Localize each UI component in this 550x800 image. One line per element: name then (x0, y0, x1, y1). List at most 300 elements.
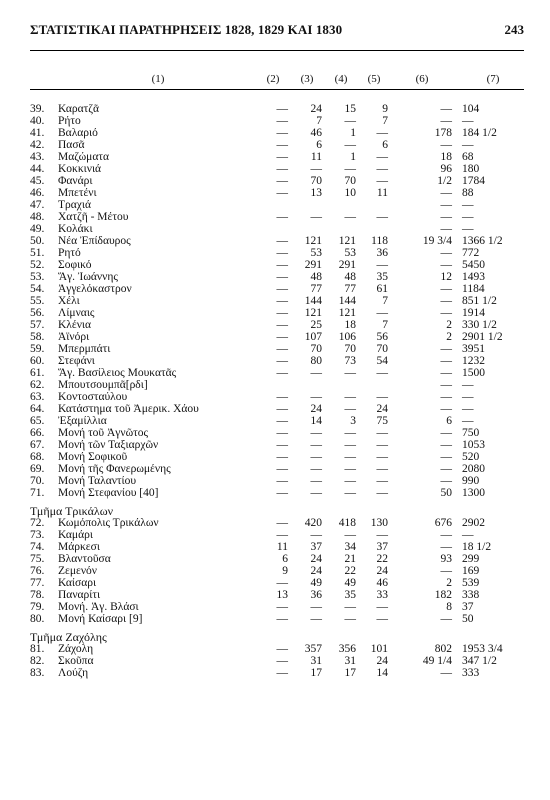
cell-c5: 24 (376, 565, 388, 577)
cell-c4: — (344, 613, 356, 625)
cell-c6: — (440, 283, 452, 295)
cell-c3: 31 (310, 655, 322, 667)
cell-c7: 3951 (462, 343, 485, 355)
cell-c6: — (440, 391, 452, 403)
column-header-row (30, 69, 524, 89)
cell-c4: — (344, 403, 356, 415)
cell-c3: 420 (304, 517, 322, 529)
col-header-1: (1) (151, 72, 165, 85)
cell-c5: 37 (376, 541, 388, 553)
cell-c6: 2 (446, 577, 452, 589)
cell-c7: 772 (462, 247, 480, 259)
cell-c5: — (376, 529, 388, 541)
cell-c6: 96 (440, 163, 452, 175)
cell-name: Μπερμπάτι (58, 343, 111, 355)
cell-c7: 851 1/2 (462, 295, 497, 307)
table-row (30, 271, 524, 283)
cell-c4: — (344, 529, 356, 541)
cell-c2: — (276, 667, 288, 679)
cell-name: Λούζη (58, 667, 89, 679)
cell-c5: 56 (376, 331, 388, 343)
cell-c2: 6 (282, 553, 288, 565)
cell-c2: — (276, 319, 288, 331)
table-row (30, 211, 524, 223)
cell-c2: — (276, 151, 288, 163)
cell-n: 80. (30, 613, 45, 625)
cell-name: Νέα Ἐπίδαυρος (58, 235, 131, 247)
cell-c6: — (440, 115, 452, 127)
cell-name: Χατζῆ - Μέτου (58, 211, 129, 223)
cell-c7: 338 (462, 589, 480, 601)
cell-c4: — (344, 115, 356, 127)
cell-c3: — (310, 391, 322, 403)
table-row (30, 127, 524, 139)
cell-c6: — (440, 667, 452, 679)
cell-c6: — (440, 475, 452, 487)
cell-c2: — (276, 307, 288, 319)
cell-c6: 18 (440, 151, 452, 163)
table-row (30, 199, 524, 211)
cell-c7: — (462, 529, 474, 541)
cell-c2: — (276, 103, 288, 115)
cell-c6: — (440, 187, 452, 199)
cell-c5: — (376, 601, 388, 613)
cell-c7: 990 (462, 475, 480, 487)
cell-n: 54. (30, 283, 45, 295)
cell-c6: — (440, 307, 452, 319)
table-row (30, 451, 524, 463)
cell-name: Φανάρι (58, 175, 93, 187)
table-row (30, 577, 524, 589)
cell-name: Μπουτσουμπᾶ[ρδι] (58, 379, 148, 391)
col-header-5: (5) (367, 72, 381, 85)
table-row (30, 187, 524, 199)
cell-c3 (292, 379, 326, 391)
cell-name: Μονή Σοφικοῦ (58, 451, 128, 463)
cell-c2: 11 (276, 541, 288, 553)
cell-c5: 24 (376, 655, 388, 667)
cell-c2: — (276, 643, 288, 655)
cell-name: Ρήτο (58, 115, 81, 127)
table-row (30, 517, 524, 529)
table-row (30, 415, 524, 427)
cell-name: Μονή Καίσαρι [9] (58, 613, 143, 625)
cell-c3: 49 (310, 577, 322, 589)
cell-c3: — (310, 367, 322, 379)
cell-c2: — (276, 655, 288, 667)
cell-c2: — (276, 415, 288, 427)
cell-c5: — (376, 259, 388, 271)
cell-c5: — (376, 367, 388, 379)
table-row (30, 163, 524, 175)
cell-name: Κοντοσταύλου (58, 391, 128, 403)
cell-n: 77. (30, 577, 45, 589)
cell-name: Σκοῦπα (58, 655, 94, 667)
cell-c5 (360, 199, 392, 211)
table-row (30, 331, 524, 343)
cell-c7: 299 (462, 553, 480, 565)
col-header-6: (6) (415, 72, 429, 85)
cell-c7: — (462, 199, 474, 211)
cell-c7: 1053 (462, 439, 485, 451)
table-row (30, 247, 524, 259)
cell-c7: — (462, 391, 474, 403)
cell-c6: 1/2 (437, 175, 452, 187)
cell-c5: 54 (376, 355, 388, 367)
cell-name: Μαζώματα (58, 151, 110, 163)
cell-c7: 2902 (462, 517, 485, 529)
cell-c4: — (344, 163, 356, 175)
statistics-table (30, 69, 524, 679)
cell-c7: 68 (462, 151, 474, 163)
cell-c4: 291 (338, 259, 356, 271)
cell-c4: — (344, 463, 356, 475)
cell-c5: — (376, 451, 388, 463)
cell-c6: — (440, 367, 452, 379)
cell-c6: 50 (440, 487, 452, 499)
cell-c3: 36 (310, 589, 322, 601)
cell-n: 52. (30, 259, 45, 271)
cell-c5: 7 (382, 319, 388, 331)
cell-c4: 356 (338, 643, 356, 655)
table-row (30, 403, 524, 415)
cell-c7: 104 (462, 103, 480, 115)
cell-c6: 12 (440, 271, 452, 283)
cell-c5 (360, 223, 392, 235)
cell-c4: — (344, 601, 356, 613)
cell-c2: — (276, 463, 288, 475)
cell-c4: 53 (344, 247, 356, 259)
cell-name: Καμάρι (58, 529, 93, 541)
cell-c3: 77 (310, 283, 322, 295)
cell-c4: 49 (344, 577, 356, 589)
cell-c4: 106 (338, 331, 356, 343)
cell-c7: 50 (462, 613, 474, 625)
cell-name: Ἅγ. Ἰωάννης (58, 271, 118, 283)
cell-c5: — (376, 175, 388, 187)
cell-c2: 13 (276, 589, 288, 601)
cell-c2: — (276, 295, 288, 307)
cell-c2: — (276, 439, 288, 451)
cell-n: 67. (30, 439, 45, 451)
cell-c5: 14 (376, 667, 388, 679)
cell-n: 45. (30, 175, 45, 187)
cell-c5: 36 (376, 247, 388, 259)
cell-name: Κατάστημα τοῦ Ἀμερικ. Χάου (58, 403, 199, 415)
cell-c3: 24 (310, 553, 322, 565)
zacholi-rows (30, 643, 524, 679)
table-row (30, 475, 524, 487)
table-row (30, 667, 524, 679)
cell-c4 (326, 199, 360, 211)
cell-c4: — (344, 139, 356, 151)
cell-c5: — (376, 391, 388, 403)
cell-name: Μάρκεσι (58, 541, 100, 553)
cell-c6: 2 (446, 331, 452, 343)
cell-n: 75. (30, 553, 45, 565)
col-header-3: (3) (300, 72, 314, 85)
cell-n: 72. (30, 517, 45, 529)
cell-c3: 13 (310, 187, 322, 199)
cell-c2 (258, 199, 292, 211)
cell-c2: — (276, 127, 288, 139)
cell-c4: — (344, 439, 356, 451)
cell-c5: — (376, 487, 388, 499)
cell-c4: 15 (344, 103, 356, 115)
cell-c2: — (276, 283, 288, 295)
cell-n: 73. (30, 529, 45, 541)
cell-c7: — (462, 403, 474, 415)
cell-c7: 88 (462, 187, 474, 199)
cell-n: 41. (30, 127, 45, 139)
cell-n: 39. (30, 103, 45, 115)
cell-c6: — (440, 199, 452, 211)
cell-c4: — (344, 367, 356, 379)
cell-c4: — (344, 391, 356, 403)
cell-c6: — (440, 613, 452, 625)
cell-name: Ἐξαμίλλια (58, 415, 107, 427)
cell-c3: — (310, 163, 322, 175)
cell-c3: 53 (310, 247, 322, 259)
cell-c5: 22 (376, 553, 388, 565)
cell-c6: — (440, 403, 452, 415)
cell-c4: 77 (344, 283, 356, 295)
cell-c7: 5450 (462, 259, 485, 271)
cell-c3: — (310, 475, 322, 487)
cell-n: 49. (30, 223, 45, 235)
cell-c2: — (276, 115, 288, 127)
cell-c2: — (276, 403, 288, 415)
cell-c7: 750 (462, 427, 480, 439)
cell-c6: — (440, 139, 452, 151)
cell-c7: — (462, 211, 474, 223)
cell-c2: — (276, 235, 288, 247)
cell-c2: — (276, 529, 288, 541)
cell-c5: — (376, 463, 388, 475)
cell-c4: 48 (344, 271, 356, 283)
table-row (30, 601, 524, 613)
cell-name: Χέλι (58, 295, 80, 307)
cell-c3: 25 (310, 319, 322, 331)
cell-c3: 70 (310, 175, 322, 187)
cell-n: 64. (30, 403, 45, 415)
cell-c6: — (440, 355, 452, 367)
table-row (30, 379, 524, 391)
cell-c5: — (376, 163, 388, 175)
cell-c3: 144 (304, 295, 322, 307)
cell-c7: — (462, 223, 474, 235)
cell-c5: — (376, 475, 388, 487)
table-row (30, 139, 524, 151)
cell-n: 47. (30, 199, 45, 211)
cell-c3: — (310, 463, 322, 475)
cell-c4 (326, 223, 360, 235)
cell-c5: — (376, 613, 388, 625)
cell-c6: — (440, 529, 452, 541)
cell-c7: 330 1/2 (462, 319, 497, 331)
cell-c4: 21 (344, 553, 356, 565)
cell-c7: 1366 1/2 (462, 235, 503, 247)
cell-c7: 347 1/2 (462, 655, 497, 667)
cell-name: Σοφικό (58, 259, 92, 271)
cell-c2: — (276, 577, 288, 589)
cell-c3: 48 (310, 271, 322, 283)
cell-name: Κλένια (58, 319, 92, 331)
cell-c6: 2 (446, 319, 452, 331)
cell-c4 (326, 379, 360, 391)
cell-c7: 2901 1/2 (462, 331, 503, 343)
cell-c4: 1 (350, 151, 356, 163)
cell-c4: 35 (344, 589, 356, 601)
table-row (30, 613, 524, 625)
cell-c2: — (276, 139, 288, 151)
section-trikala (30, 499, 524, 517)
cell-c2: 9 (282, 565, 288, 577)
cell-c3: 107 (304, 331, 322, 343)
cell-c5: 6 (382, 139, 388, 151)
cell-c6: — (440, 463, 452, 475)
cell-n: 53. (30, 271, 45, 283)
cell-name: Μονή. Ἁγ. Βλάσι (58, 601, 139, 613)
table-row (30, 343, 524, 355)
cell-c5: 75 (376, 415, 388, 427)
cell-n: 78. (30, 589, 45, 601)
cell-c3 (292, 223, 326, 235)
cell-c7: 1953 3/4 (462, 643, 503, 655)
cell-c3: 357 (304, 643, 322, 655)
cell-n: 71. (30, 487, 45, 499)
cell-n: 81. (30, 643, 45, 655)
cell-name: Βαλαριό (58, 127, 98, 139)
cell-c2: — (276, 367, 288, 379)
cell-n: 57. (30, 319, 45, 331)
cell-c7: 539 (462, 577, 480, 589)
table-row (30, 103, 524, 115)
cell-c6: — (440, 211, 452, 223)
cell-c4: 31 (344, 655, 356, 667)
cell-c2: — (276, 187, 288, 199)
page-header (30, 22, 524, 42)
cell-c6: — (440, 439, 452, 451)
table-row (30, 391, 524, 403)
col-header-4: (4) (334, 72, 348, 85)
cell-c4: 18 (344, 319, 356, 331)
cell-c4: — (344, 451, 356, 463)
cell-c7: 169 (462, 565, 480, 577)
cell-c5: — (376, 439, 388, 451)
cell-c5: 101 (370, 643, 388, 655)
cell-c2: — (276, 211, 288, 223)
section-zacholi (30, 625, 524, 643)
cell-c6: — (440, 541, 452, 553)
table-row (30, 151, 524, 163)
cell-c5: 70 (376, 343, 388, 355)
table-row (30, 643, 524, 655)
cell-c3: — (310, 427, 322, 439)
cell-c5: 33 (376, 589, 388, 601)
cell-n: 66. (30, 427, 45, 439)
table-row (30, 487, 524, 499)
cell-c3: 24 (310, 403, 322, 415)
cell-c2 (258, 223, 292, 235)
cell-c4: — (344, 211, 356, 223)
cell-c2: — (276, 613, 288, 625)
cell-c2: — (276, 427, 288, 439)
cell-c3: — (310, 529, 322, 541)
cell-c6: — (440, 565, 452, 577)
cell-c5 (360, 379, 392, 391)
cell-c3: 6 (316, 139, 322, 151)
cell-c4: 144 (338, 295, 356, 307)
cell-c5: 46 (376, 577, 388, 589)
table-row (30, 115, 524, 127)
cell-n: 44. (30, 163, 45, 175)
cell-n: 61. (30, 367, 45, 379)
cell-n: 59. (30, 343, 45, 355)
cell-c7: 1784 (462, 175, 485, 187)
cell-c5: 7 (382, 115, 388, 127)
cell-c7: 1914 (462, 307, 485, 319)
cell-n: 70. (30, 475, 45, 487)
page-title: ΣΤΑΤΙΣΤΙΚΑΙ ΠΑΡΑΤΗΡΗΣΕΙΣ 1828, 1829 ΚΑΙ 1830 (30, 22, 343, 37)
cell-n: 62. (30, 379, 45, 391)
cell-name: Κοκκινιά (58, 163, 102, 175)
cell-c3: — (310, 439, 322, 451)
table-row (30, 223, 524, 235)
cell-c4: 22 (344, 565, 356, 577)
cell-c6: — (440, 379, 452, 391)
cell-c2: — (276, 487, 288, 499)
section-title-trikala: Τμῆμα Τρικάλων (30, 504, 114, 518)
cell-c5: 130 (370, 517, 388, 529)
cell-c6: 19 3/4 (422, 235, 452, 247)
table-row (30, 463, 524, 475)
cell-c3: 7 (316, 115, 322, 127)
cell-name: Ρητό (58, 247, 81, 259)
table-row (30, 355, 524, 367)
cell-c3: 11 (310, 151, 322, 163)
cell-c3: 80 (310, 355, 322, 367)
cell-c7: — (462, 415, 474, 427)
cell-c5: 11 (376, 187, 388, 199)
cell-n: 63. (30, 391, 45, 403)
cell-n: 74. (30, 541, 45, 553)
cell-c6: 178 (434, 127, 452, 139)
cell-n: 51. (30, 247, 45, 259)
cell-c3: 121 (304, 307, 322, 319)
cell-c5: — (376, 427, 388, 439)
cell-c4: — (344, 475, 356, 487)
page-number: 243 (504, 22, 524, 37)
cell-c4: 3 (350, 415, 356, 427)
cell-c3: — (310, 211, 322, 223)
cell-c2: — (276, 517, 288, 529)
cell-c7: — (462, 139, 474, 151)
cell-name: Κολάκι (58, 223, 93, 235)
cell-c5: 118 (371, 235, 388, 247)
cell-c6: 93 (440, 553, 452, 565)
cell-c2: — (276, 331, 288, 343)
trikala-rows (30, 517, 524, 625)
cell-c4: 121 (338, 307, 356, 319)
table-row (30, 319, 524, 331)
cell-n: 43. (30, 151, 45, 163)
cell-c3: — (310, 451, 322, 463)
table-row (30, 439, 524, 451)
cell-c4: 70 (344, 343, 356, 355)
cell-n: 82. (30, 655, 45, 667)
cell-c3: 24 (310, 103, 322, 115)
